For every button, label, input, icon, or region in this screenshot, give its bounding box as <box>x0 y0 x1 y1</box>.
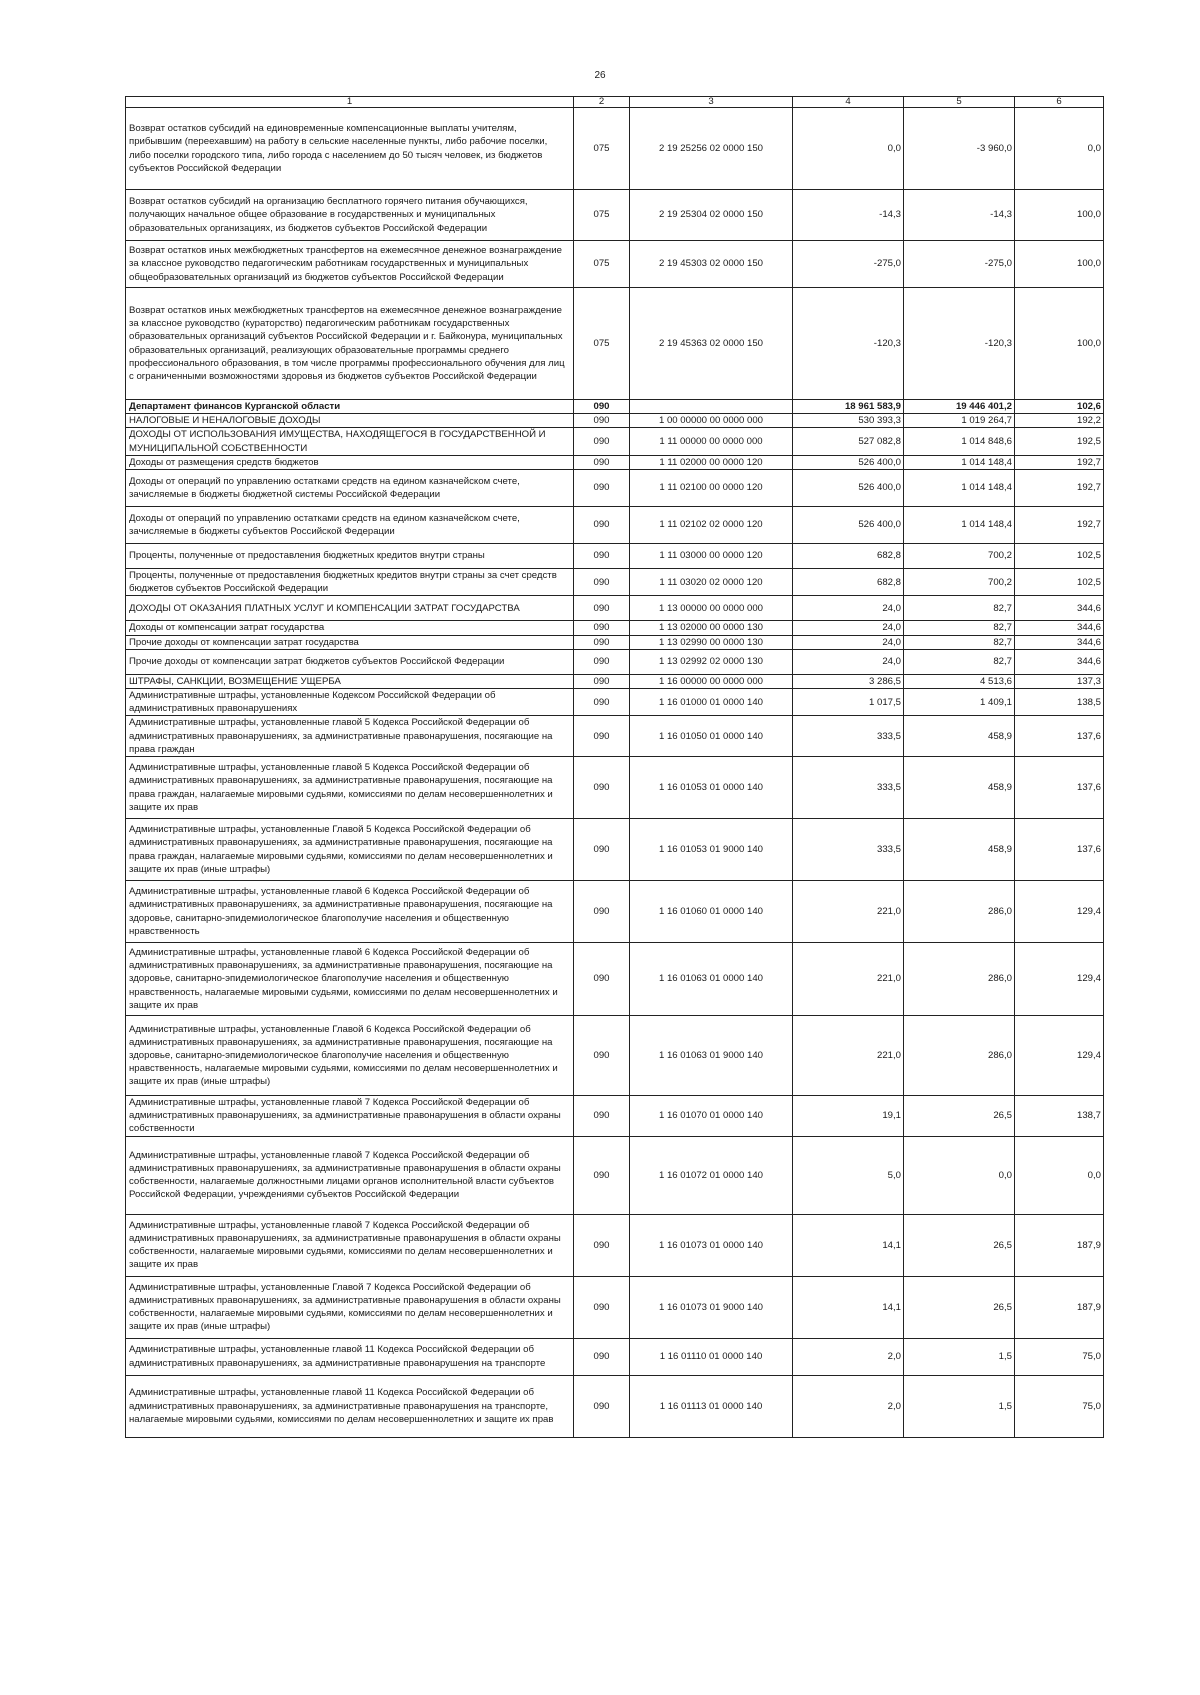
row-percent: 192,5 <box>1015 428 1104 455</box>
row-plan-value: 19,1 <box>793 1096 904 1137</box>
row-admin-code: 090 <box>574 674 630 688</box>
row-percent: 192,7 <box>1015 455 1104 469</box>
row-percent: 192,2 <box>1015 414 1104 428</box>
row-budget-code: 1 16 01073 01 9000 140 <box>630 1276 793 1338</box>
row-percent: 187,9 <box>1015 1276 1104 1338</box>
page-number: 26 <box>594 70 606 81</box>
row-percent: 102,5 <box>1015 544 1104 569</box>
table-row <box>126 819 1104 881</box>
row-budget-code: 1 11 03020 02 0000 120 <box>630 569 793 596</box>
row-fact-value: 26,5 <box>904 1276 1015 1338</box>
row-budget-code: 1 16 01000 01 0000 140 <box>630 689 793 716</box>
row-name: ДОХОДЫ ОТ ОКАЗАНИЯ ПЛАТНЫХ УСЛУГ И КОМПЕНСАЦИИ ЗАТРАТ ГОСУДАРСТВА <box>126 596 574 621</box>
row-admin-code: 090 <box>574 596 630 621</box>
row-budget-code: 1 16 01063 01 9000 140 <box>630 1016 793 1096</box>
row-budget-code: 1 13 00000 00 0000 000 <box>630 596 793 621</box>
row-admin-code: 090 <box>574 1016 630 1096</box>
table-row <box>126 108 1104 190</box>
row-fact-value: -120,3 <box>904 288 1015 400</box>
row-plan-value: 221,0 <box>793 1016 904 1096</box>
row-budget-code: 1 16 01063 01 0000 140 <box>630 943 793 1016</box>
row-budget-code: 1 13 02992 02 0000 130 <box>630 649 793 674</box>
table-row <box>126 674 1104 688</box>
header-col-1: 1 <box>126 97 574 108</box>
row-admin-code: 090 <box>574 455 630 469</box>
table-row <box>126 1276 1104 1338</box>
row-budget-code: 2 19 25304 02 0000 150 <box>630 190 793 241</box>
row-plan-value: 2,0 <box>793 1375 904 1437</box>
row-name: Прочие доходы от компенсации затрат государства <box>126 635 574 649</box>
row-budget-code: 1 16 01110 01 0000 140 <box>630 1338 793 1375</box>
row-budget-code: 2 19 45363 02 0000 150 <box>630 288 793 400</box>
row-fact-value: 1 014 148,4 <box>904 470 1015 507</box>
row-fact-value: 458,9 <box>904 716 1015 757</box>
row-admin-code: 090 <box>574 1096 630 1137</box>
row-plan-value: 24,0 <box>793 635 904 649</box>
row-name: Административные штрафы, установленные главой 7 Кодекса Российской Федерации об административных правонарушениях, за административные правонарушения в области охраны собственности, налагаемые мировыми судьями, комиссиями по делам несовершеннолетних и защите их прав <box>126 1214 574 1276</box>
row-budget-code: 1 16 01070 01 0000 140 <box>630 1096 793 1137</box>
row-fact-value: 4 513,6 <box>904 674 1015 688</box>
table-row <box>126 507 1104 544</box>
table-header-row <box>126 97 1104 108</box>
row-percent: 344,6 <box>1015 621 1104 635</box>
header-col-6: 6 <box>1015 97 1104 108</box>
row-plan-value: 527 082,8 <box>793 428 904 455</box>
row-plan-value: 526 400,0 <box>793 470 904 507</box>
row-name: Административные штрафы, установленные Главой 6 Кодекса Российской Федерации об административных правонарушениях, за административные правонарушения, посягающие на здоровье, санитарно-эпидемиологическое благополучие населения и общественную нравственность, налагаемые мировыми судьями, комиссиями по делам несовершеннолетних и защите их прав (иные штрафы) <box>126 1016 574 1096</box>
row-budget-code: 1 11 02000 00 0000 120 <box>630 455 793 469</box>
row-percent: 192,7 <box>1015 470 1104 507</box>
row-budget-code: 1 16 01053 01 0000 140 <box>630 757 793 819</box>
row-percent: 137,6 <box>1015 757 1104 819</box>
row-plan-value: 333,5 <box>793 819 904 881</box>
row-admin-code: 090 <box>574 943 630 1016</box>
row-budget-code: 1 16 01072 01 0000 140 <box>630 1136 793 1214</box>
table-row <box>126 716 1104 757</box>
table-row <box>126 569 1104 596</box>
table-row <box>126 288 1104 400</box>
row-admin-code: 090 <box>574 881 630 943</box>
row-fact-value: 82,7 <box>904 596 1015 621</box>
row-name: НАЛОГОВЫЕ И НЕНАЛОГОВЫЕ ДОХОДЫ <box>126 414 574 428</box>
row-name: ДОХОДЫ ОТ ИСПОЛЬЗОВАНИЯ ИМУЩЕСТВА, НАХОДЯЩЕГОСЯ В ГОСУДАРСТВЕННОЙ И МУНИЦИПАЛЬНОЙ СОБСТВЕННОСТИ <box>126 428 574 455</box>
row-percent: 137,6 <box>1015 819 1104 881</box>
row-budget-code: 1 13 02990 00 0000 130 <box>630 635 793 649</box>
row-percent: 138,7 <box>1015 1096 1104 1137</box>
row-plan-value: 526 400,0 <box>793 455 904 469</box>
row-admin-code: 090 <box>574 470 630 507</box>
row-plan-value: 24,0 <box>793 596 904 621</box>
row-admin-code: 090 <box>574 1338 630 1375</box>
table-row <box>126 1136 1104 1214</box>
row-budget-code: 1 11 00000 00 0000 000 <box>630 428 793 455</box>
row-admin-code: 075 <box>574 108 630 190</box>
row-percent: 129,4 <box>1015 1016 1104 1096</box>
header-col-5: 5 <box>904 97 1015 108</box>
row-name: Проценты, полученные от предоставления бюджетных кредитов внутри страны <box>126 544 574 569</box>
row-fact-value: 0,0 <box>904 1136 1015 1214</box>
row-admin-code: 090 <box>574 428 630 455</box>
row-admin-code: 090 <box>574 569 630 596</box>
row-admin-code: 090 <box>574 1136 630 1214</box>
table-row <box>126 1096 1104 1137</box>
row-admin-code: 090 <box>574 635 630 649</box>
row-fact-value: 700,2 <box>904 569 1015 596</box>
row-plan-value: 5,0 <box>793 1136 904 1214</box>
row-name: Возврат остатков субсидий на единовременные компенсационные выплаты учителям, прибывшим (переехавшим) на работу в сельские населенные пункты, либо рабочие поселки, либо поселки городского типа, либо города с населением до 50 тысяч человек, из бюджетов субъектов Российской Федерации <box>126 108 574 190</box>
row-plan-value: 221,0 <box>793 881 904 943</box>
row-name: Проценты, полученные от предоставления бюджетных кредитов внутри страны за счет средств бюджетов субъектов Российской Федерации <box>126 569 574 596</box>
row-plan-value: 2,0 <box>793 1338 904 1375</box>
row-plan-value: 14,1 <box>793 1214 904 1276</box>
row-plan-value: 221,0 <box>793 943 904 1016</box>
table-row <box>126 943 1104 1016</box>
row-fact-value: 82,7 <box>904 635 1015 649</box>
row-name: ШТРАФЫ, САНКЦИИ, ВОЗМЕЩЕНИЕ УЩЕРБА <box>126 674 574 688</box>
row-plan-value: -14,3 <box>793 190 904 241</box>
row-fact-value: 286,0 <box>904 1016 1015 1096</box>
row-percent: 129,4 <box>1015 881 1104 943</box>
row-fact-value: -3 960,0 <box>904 108 1015 190</box>
row-name: Административные штрафы, установленные главой 7 Кодекса Российской Федерации об административных правонарушениях, за административные правонарушения в области охраны собственности <box>126 1096 574 1137</box>
row-name: Административные штрафы, установленные главой 11 Кодекса Российской Федерации об административных правонарушениях, за административные правонарушения на транспорте <box>126 1338 574 1375</box>
row-name: Административные штрафы, установленные Главой 7 Кодекса Российской Федерации об административных правонарушениях, за административные правонарушения в области охраны собственности, налагаемые мировыми судьями, комиссиями по делам несовершеннолетних и защите их прав (иные штрафы) <box>126 1276 574 1338</box>
row-name: Административные штрафы, установленные главой 6 Кодекса Российской Федерации об административных правонарушениях, за административные правонарушения, посягающие на здоровье, санитарно-эпидемиологическое благополучие населения и общественную нравственность, налагаемые мировыми судьями, комиссиями по делам несовершеннолетних и защите их прав <box>126 943 574 1016</box>
table-row <box>126 1338 1104 1375</box>
table-row <box>126 621 1104 635</box>
row-admin-code: 090 <box>574 1276 630 1338</box>
row-name: Прочие доходы от компенсации затрат бюджетов субъектов Российской Федерации <box>126 649 574 674</box>
row-admin-code: 090 <box>574 716 630 757</box>
row-budget-code: 1 16 01060 01 0000 140 <box>630 881 793 943</box>
table-row <box>126 1214 1104 1276</box>
row-admin-code: 090 <box>574 507 630 544</box>
table-row <box>126 649 1104 674</box>
table-row <box>126 544 1104 569</box>
row-plan-value: 333,5 <box>793 716 904 757</box>
row-budget-code: 1 11 02102 02 0000 120 <box>630 507 793 544</box>
row-budget-code: 1 16 01073 01 0000 140 <box>630 1214 793 1276</box>
row-fact-value: 26,5 <box>904 1096 1015 1137</box>
row-fact-value: 1 014 148,4 <box>904 455 1015 469</box>
row-plan-value: 24,0 <box>793 621 904 635</box>
row-admin-code: 090 <box>574 1375 630 1437</box>
row-percent: 129,4 <box>1015 943 1104 1016</box>
row-name: Административные штрафы, установленные Кодексом Российской Федерации об административных правонарушениях <box>126 689 574 716</box>
table-row <box>126 190 1104 241</box>
row-name: Административные штрафы, установленные главой 7 Кодекса Российской Федерации об административных правонарушениях, за административные правонарушения в области охраны собственности, налагаемые должностными лицами органов исполнительной власти субъектов Российской Федерации, учреждениями субъектов Российской Федерации <box>126 1136 574 1214</box>
row-percent: 344,6 <box>1015 649 1104 674</box>
row-budget-code: 1 16 01113 01 0000 140 <box>630 1375 793 1437</box>
row-percent: 187,9 <box>1015 1214 1104 1276</box>
row-name: Доходы от размещения средств бюджетов <box>126 455 574 469</box>
table-row <box>126 455 1104 469</box>
row-fact-value: 1 019 264,7 <box>904 414 1015 428</box>
row-percent: 100,0 <box>1015 241 1104 288</box>
row-budget-code: 2 19 25256 02 0000 150 <box>630 108 793 190</box>
row-admin-code: 090 <box>574 414 630 428</box>
row-budget-code: 1 11 03000 00 0000 120 <box>630 544 793 569</box>
row-name: Административные штрафы, установленные Главой 5 Кодекса Российской Федерации об административных правонарушениях, за административные правонарушения, посягающие на права граждан, налагаемые мировыми судьями, комиссиями по делам несовершеннолетних и защите их прав (иные штрафы) <box>126 819 574 881</box>
row-budget-code: 1 16 00000 00 0000 000 <box>630 674 793 688</box>
row-fact-value: 1 014 148,4 <box>904 507 1015 544</box>
row-plan-value: 682,8 <box>793 544 904 569</box>
row-fact-value: 458,9 <box>904 819 1015 881</box>
row-admin-code: 090 <box>574 819 630 881</box>
row-plan-value: -120,3 <box>793 288 904 400</box>
row-fact-value: 286,0 <box>904 943 1015 1016</box>
row-percent: 344,6 <box>1015 596 1104 621</box>
header-col-3: 3 <box>630 97 793 108</box>
revenue-table <box>125 96 1104 1438</box>
row-fact-value: 1,5 <box>904 1338 1015 1375</box>
row-percent: 138,5 <box>1015 689 1104 716</box>
row-name: Департамент финансов Курганской области <box>126 400 574 414</box>
table-row <box>126 596 1104 621</box>
row-percent: 192,7 <box>1015 507 1104 544</box>
row-plan-value: 18 961 583,9 <box>793 400 904 414</box>
row-name: Возврат остатков иных межбюджетных трансфертов на ежемесячное денежное вознаграждение за классное руководство педагогическим работникам государственных и муниципальных общеобразовательных организаций из бюджетов субъектов Российской Федерации <box>126 241 574 288</box>
row-name: Административные штрафы, установленные главой 5 Кодекса Российской Федерации об административных правонарушениях, за административные правонарушения, посягающие на права граждан, налагаемые мировыми судьями, комиссиями по делам несовершеннолетних и защите их прав <box>126 757 574 819</box>
row-plan-value: 0,0 <box>793 108 904 190</box>
row-fact-value: 1,5 <box>904 1375 1015 1437</box>
row-fact-value: 458,9 <box>904 757 1015 819</box>
row-admin-code: 090 <box>574 621 630 635</box>
row-admin-code: 090 <box>574 544 630 569</box>
row-percent: 0,0 <box>1015 108 1104 190</box>
row-percent: 102,5 <box>1015 569 1104 596</box>
row-fact-value: 700,2 <box>904 544 1015 569</box>
row-name: Административные штрафы, установленные главой 6 Кодекса Российской Федерации об административных правонарушениях, за административные правонарушения, посягающие на здоровье, санитарно-эпидемиологическое благополучие населения и общественную нравственность <box>126 881 574 943</box>
row-percent: 75,0 <box>1015 1375 1104 1437</box>
table-row <box>126 757 1104 819</box>
table-row <box>126 241 1104 288</box>
row-fact-value: -275,0 <box>904 241 1015 288</box>
table-row <box>126 1016 1104 1096</box>
row-admin-code: 075 <box>574 241 630 288</box>
row-fact-value: 1 409,1 <box>904 689 1015 716</box>
row-fact-value: 82,7 <box>904 649 1015 674</box>
row-name: Доходы от компенсации затрат государства <box>126 621 574 635</box>
row-name: Доходы от операций по управлению остатками средств на едином казначейском счете, зачисляемые в бюджеты субъектов Российской Федерации <box>126 507 574 544</box>
row-admin-code: 075 <box>574 190 630 241</box>
row-admin-code: 090 <box>574 1214 630 1276</box>
row-percent: 0,0 <box>1015 1136 1104 1214</box>
table-row <box>126 881 1104 943</box>
table-row <box>126 689 1104 716</box>
row-budget-code: 1 13 02000 00 0000 130 <box>630 621 793 635</box>
row-plan-value: 14,1 <box>793 1276 904 1338</box>
row-admin-code: 075 <box>574 288 630 400</box>
row-percent: 137,3 <box>1015 674 1104 688</box>
row-budget-code: 2 19 45303 02 0000 150 <box>630 241 793 288</box>
row-fact-value: 286,0 <box>904 881 1015 943</box>
row-admin-code: 090 <box>574 757 630 819</box>
row-plan-value: 682,8 <box>793 569 904 596</box>
row-name: Доходы от операций по управлению остатками средств на едином казначейском счете, зачисляемые в бюджеты бюджетной системы Российской Федерации <box>126 470 574 507</box>
row-fact-value: 82,7 <box>904 621 1015 635</box>
table-row <box>126 400 1104 414</box>
row-plan-value: 530 393,3 <box>793 414 904 428</box>
row-name: Возврат остатков субсидий на организацию бесплатного горячего питания обучающихся, получающих начальное общее образование в государственных и муниципальных образовательных организациях, из бюджетов субъектов Российской Федерации <box>126 190 574 241</box>
row-plan-value: 24,0 <box>793 649 904 674</box>
row-plan-value: 1 017,5 <box>793 689 904 716</box>
row-name: Административные штрафы, установленные главой 11 Кодекса Российской Федерации об административных правонарушениях, за административные правонарушения на транспорте, налагаемые мировыми судьями, комиссиями по делам несовершеннолетних и защите их прав <box>126 1375 574 1437</box>
row-fact-value: 26,5 <box>904 1214 1015 1276</box>
row-fact-value: 19 446 401,2 <box>904 400 1015 414</box>
table-row <box>126 428 1104 455</box>
table-row <box>126 470 1104 507</box>
row-budget-code: 1 00 00000 00 0000 000 <box>630 414 793 428</box>
row-plan-value: 526 400,0 <box>793 507 904 544</box>
header-col-2: 2 <box>574 97 630 108</box>
row-budget-code: 1 11 02100 00 0000 120 <box>630 470 793 507</box>
row-admin-code: 090 <box>574 689 630 716</box>
row-percent: 102,6 <box>1015 400 1104 414</box>
row-fact-value: -14,3 <box>904 190 1015 241</box>
header-col-4: 4 <box>793 97 904 108</box>
table-row <box>126 635 1104 649</box>
row-admin-code: 090 <box>574 649 630 674</box>
row-budget-code <box>630 400 793 414</box>
row-percent: 344,6 <box>1015 635 1104 649</box>
row-name: Административные штрафы, установленные главой 5 Кодекса Российской Федерации об административных правонарушениях, за административные правонарушения, посягающие на права граждан <box>126 716 574 757</box>
table-row <box>126 1375 1104 1437</box>
row-percent: 100,0 <box>1015 288 1104 400</box>
row-budget-code: 1 16 01050 01 0000 140 <box>630 716 793 757</box>
row-name: Возврат остатков иных межбюджетных трансфертов на ежемесячное денежное вознаграждение за классное руководство (кураторство) педагогическим работникам государственных образовательных организаций субъектов Российской Федерации и г. Байконура, муниципальных образовательных организаций, реализующих образовательные программы среднего профессионального образования, в том числе программы профессионального обучения для лиц с ограниченными возможностями здоровья из бюджетов субъектов Российской Федерации <box>126 288 574 400</box>
row-percent: 137,6 <box>1015 716 1104 757</box>
row-admin-code: 090 <box>574 400 630 414</box>
row-percent: 75,0 <box>1015 1338 1104 1375</box>
row-plan-value: -275,0 <box>793 241 904 288</box>
row-budget-code: 1 16 01053 01 9000 140 <box>630 819 793 881</box>
row-plan-value: 333,5 <box>793 757 904 819</box>
row-fact-value: 1 014 848,6 <box>904 428 1015 455</box>
table-row <box>126 414 1104 428</box>
row-percent: 100,0 <box>1015 190 1104 241</box>
row-plan-value: 3 286,5 <box>793 674 904 688</box>
